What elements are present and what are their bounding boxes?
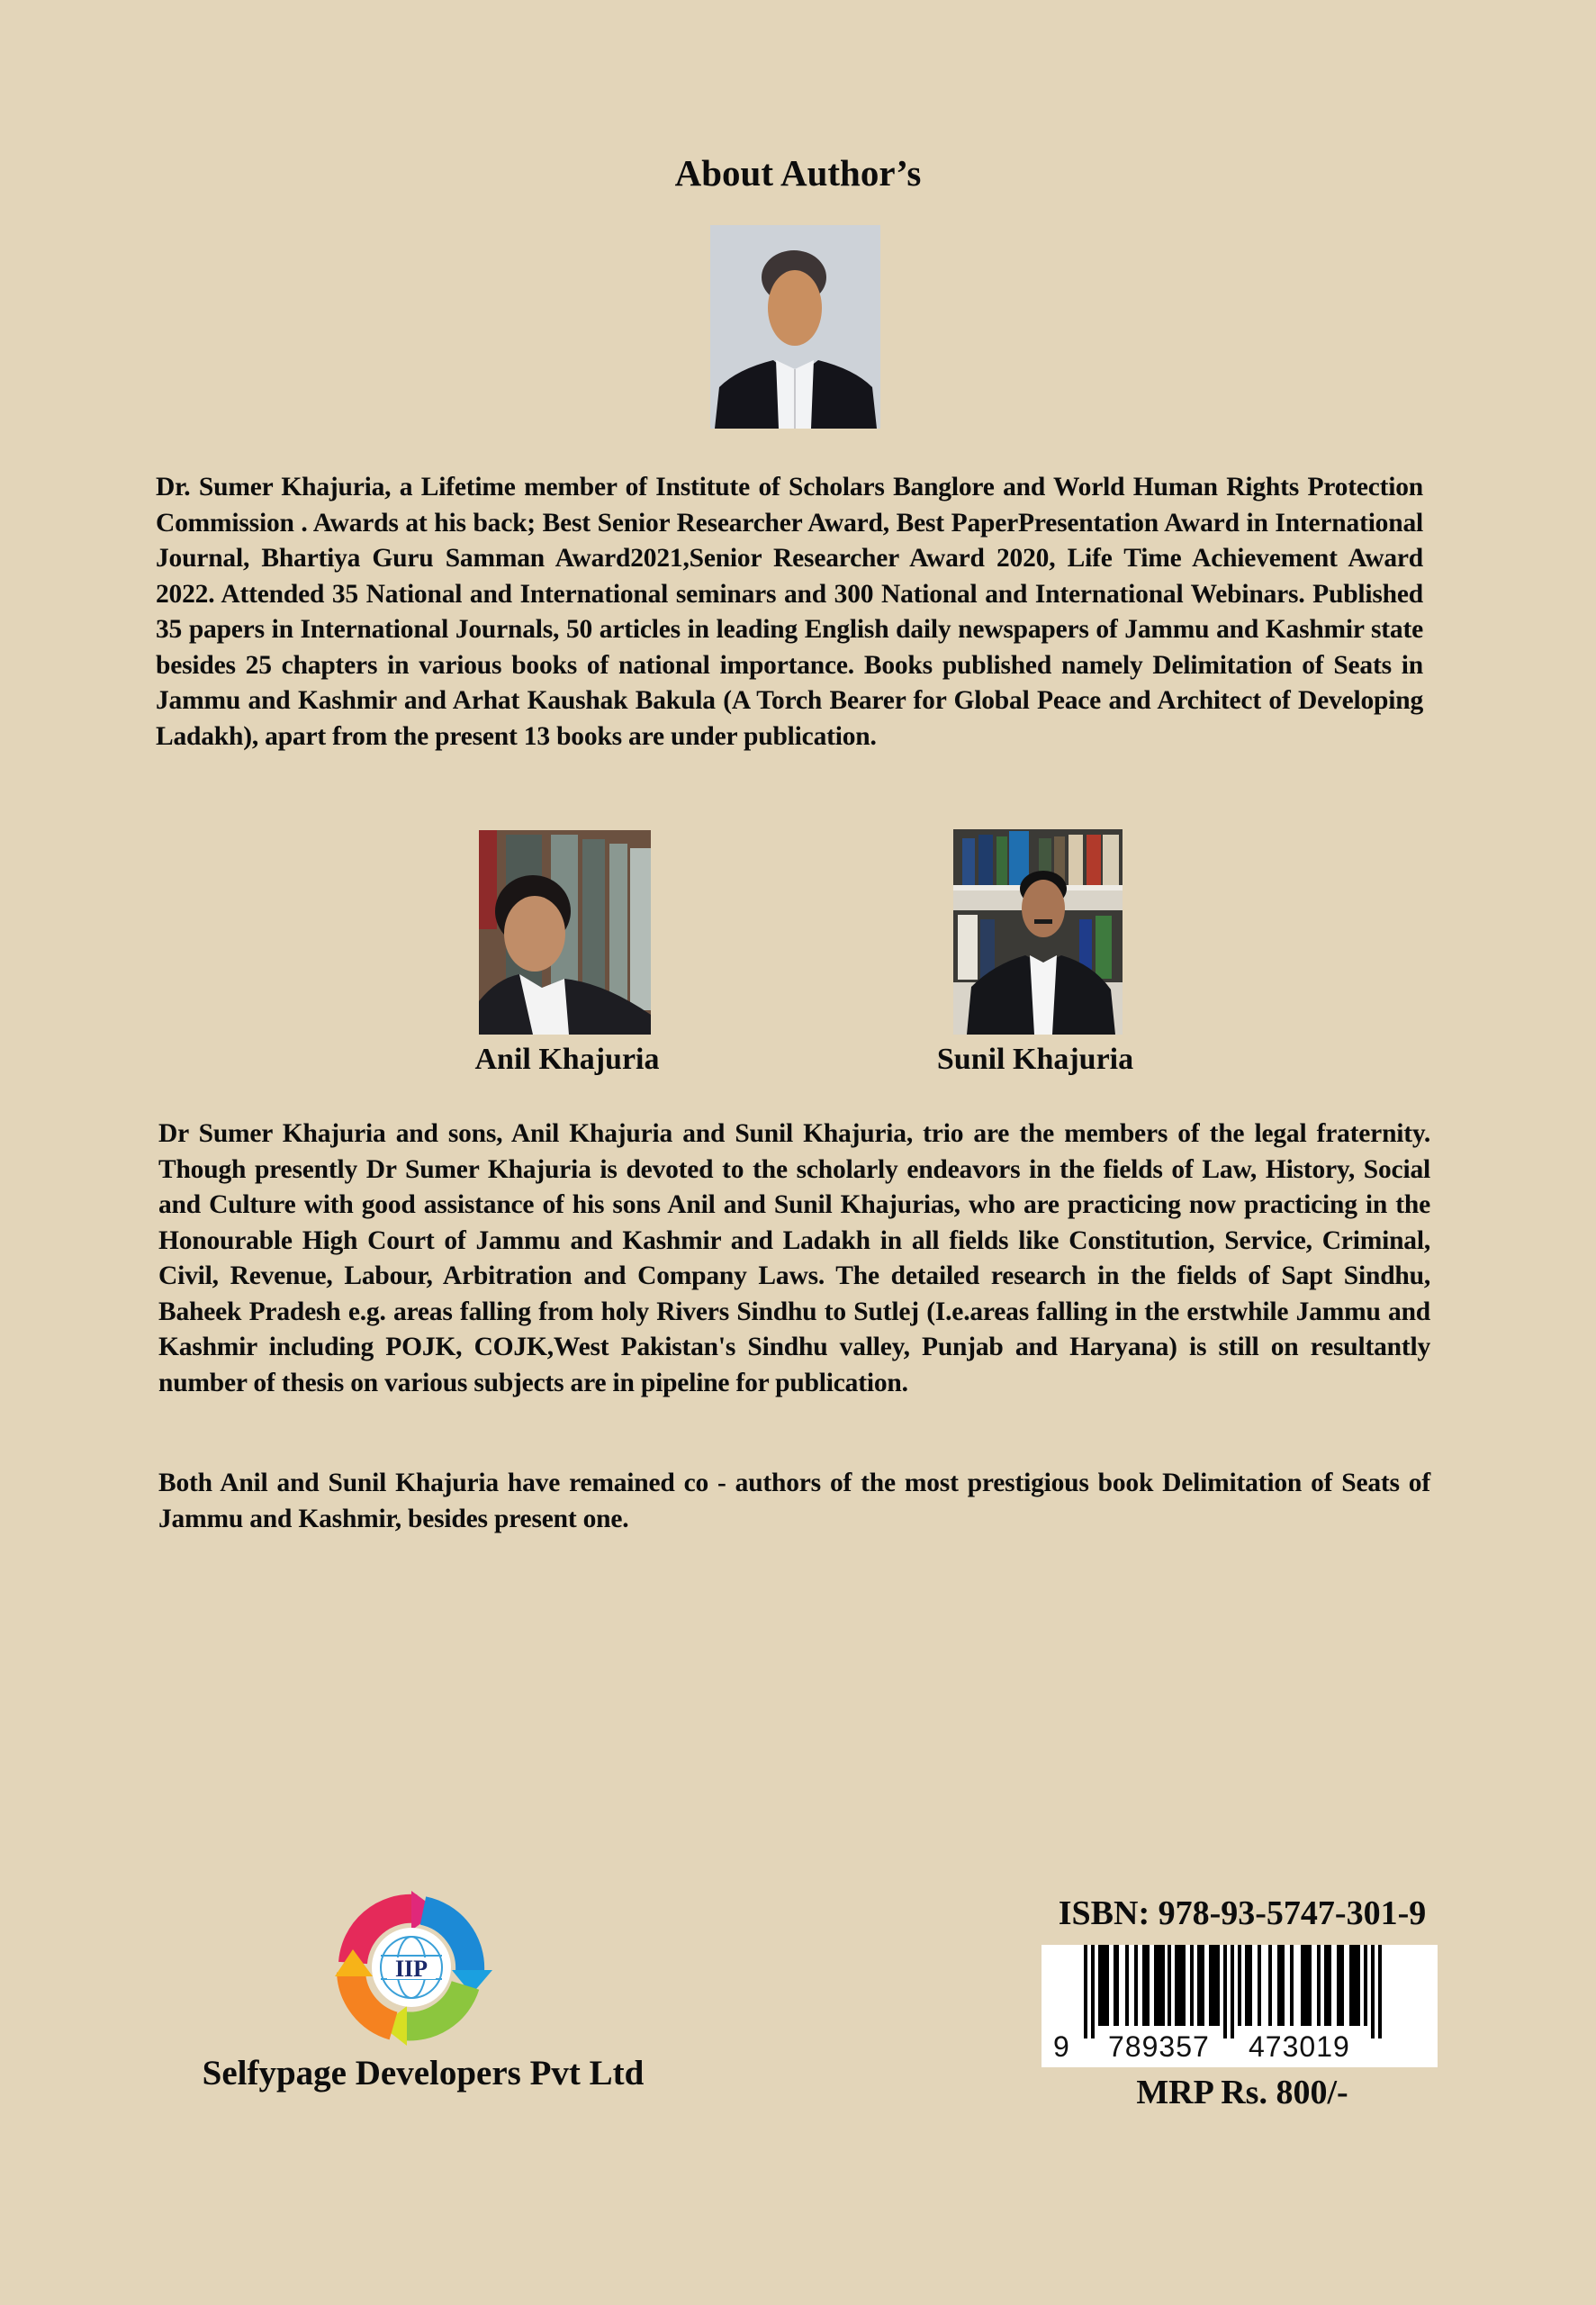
mrp-price: MRP Rs. 800/- xyxy=(1136,2074,1348,2111)
portrait-icon xyxy=(953,829,1123,1035)
family-paragraph: Dr Sumer Khajuria and sons, Anil Khajuria and Sunil Khajuria, trio are the members of the legal fraternity. Though presently Dr Sumer Khajuria is devoted to the scholarly endeavors in the fields of Law, History, Social and Culture with good assistance of his sons Anil and Sunil Khajurias, who are practicing now practicing in the Honourable High Court of Jammu and Kashmir and Ladakh in all fields like Constitution, Service, Criminal, Civil, Revenue, Labour, Arbitration and Company Laws. The detailed research in the fields of Sapt Sindhu, Baheek Pradesh e.g. areas falling from holy Rivers Sindhu to Sutlej (I.e.areas falling in the erstwhile Jammu and Kashmir including POJK, COJK,West Pakistan's Sindhu valley, Punjab and Haryana) is still on resultantly number of thesis on various subjects are in pipeline for publication. xyxy=(158,1119,1430,1397)
publisher-logo xyxy=(317,1891,506,2048)
co-author-name-anil: Anil Khajuria xyxy=(474,1043,660,1076)
main-author-bio: Dr. Sumer Khajuria, a Lifetime member of Institute of Scholars Banglore and World Human Rights Protection Commission . Awards at his back; Best Senior Researcher Award, Best PaperPresentation Award in International Journal, Bhartiya Guru Samman Award2021,Senior Researcher Award 2020, Life Time Achievement Award 2022. Attended 35 National and International seminars and 300 National and International Webinars. Published 35 papers in International Journals, 50 articles in leading English daily newspapers of Jammu and Kashmir state besides 25 chapters in various books of national importance. Books published namely Delimitation of Seats in Jammu and Kashmir and Arhat Kaushak Bakula (A Torch Bearer for Global Peace and Architect of Developing Ladakh), apart from the present 13 books are under publication. xyxy=(156,473,1423,751)
barcode-digits-group1: 789357 xyxy=(1108,2030,1210,2063)
portrait-icon xyxy=(710,225,880,429)
portrait-icon xyxy=(479,830,651,1035)
co-author-name-sunil: Sunil Khajuria xyxy=(936,1043,1134,1076)
barcode-digits-group2: 473019 xyxy=(1249,2030,1350,2063)
isbn-label: ISBN: 978-93-5747-301-9 xyxy=(1058,1894,1427,1932)
co-authorship-paragraph: Both Anil and Sunil Khajuria have remained co - authors of the most prestigious book Delimitation of Seats of Jammu and Kashmir, besides present one. xyxy=(158,1469,1430,1533)
isbn-barcode xyxy=(1041,1945,1438,2067)
publisher-name: Selfypage Developers Pvt Ltd xyxy=(202,2054,645,2093)
barcode-digit-first: 9 xyxy=(1053,2030,1069,2063)
page-title: About Author’s xyxy=(674,152,922,194)
barcode-icon xyxy=(1041,1945,1438,2038)
main-author-photo xyxy=(710,225,880,429)
logo-text: IIP xyxy=(394,1956,428,1982)
iip-logo-icon xyxy=(317,1891,506,2048)
co-author-photo-anil xyxy=(479,830,651,1035)
co-author-photo-sunil xyxy=(953,829,1123,1035)
